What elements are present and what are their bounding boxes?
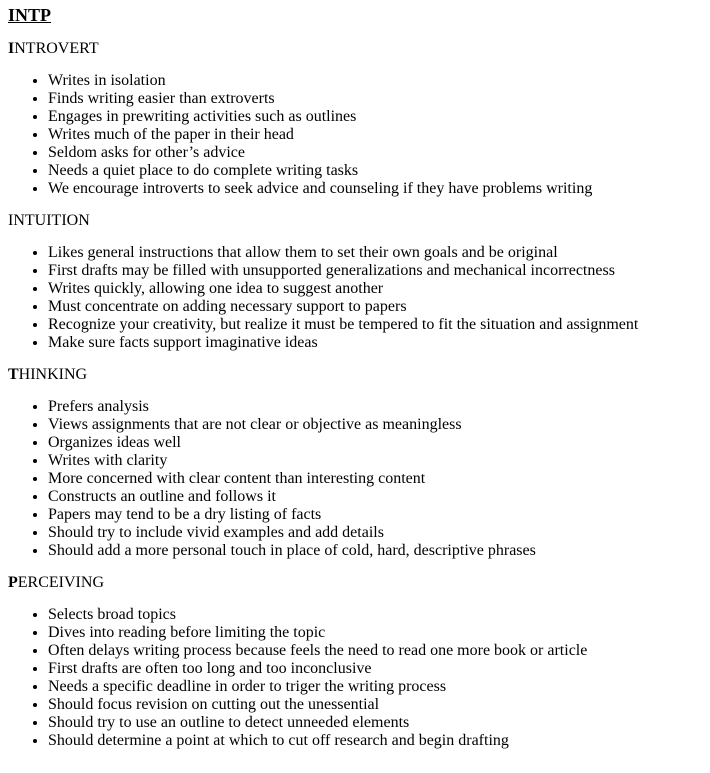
list-item: • First drafts are often too long and too inconclusive [48,660,710,678]
list-item: • Selects broad topics [48,606,710,624]
list-item: • Organizes ideas well [48,434,710,452]
list-item: • Prefers analysis [48,398,710,416]
list-item: • Needs a quiet place to do complete writing tasks [48,162,710,180]
section-heading-text: INTUITION [8,212,90,229]
list-item: • Should focus revision on cutting out the unessential [48,696,710,714]
sections-container [8,40,710,750]
list-item: • Needs a specific deadline in order to triger the writing process [48,678,710,696]
section-list [8,606,710,750]
list-item: • Writes much of the paper in their head [48,126,710,144]
list-item: • Should add a more personal touch in place of cold, hard, descriptive phrases [48,542,710,560]
list-item: • More concerned with clear content than interesting content [48,470,710,488]
list-item: • Writes in isolation [48,72,710,90]
list-item: • First drafts may be filled with unsupported generalizations and mechanical incorrectness [48,262,710,280]
section-list [8,398,710,560]
section-list [8,244,710,352]
section-list [8,72,710,198]
section-heading-initial: P [8,574,18,591]
list-item: • Engages in prewriting activities such as outlines [48,108,710,126]
section-heading-ntrovert [8,40,710,58]
list-item: • Likes general instructions that allow them to set their own goals and be original [48,244,710,262]
list-item: • We encourage introverts to seek advice and counseling if they have problems writing [48,180,710,198]
section-heading-hinking [8,366,710,384]
list-item: • Writes with clarity [48,452,710,470]
list-item: • Should try to use an outline to detect unneeded elements [48,714,710,732]
section-heading-intuition [8,212,710,230]
section-heading-text: HINKING [18,366,88,383]
list-item: • Constructs an outline and follows it [48,488,710,506]
list-item: • Seldom asks for other’s advice [48,144,710,162]
section-heading-text: ERCEIVING [17,574,104,591]
page-title: INTP [8,5,52,25]
list-item: • Often delays writing process because feels the need to read one more book or article [48,642,710,660]
list-item: • Recognize your creativity, but realize it must be tempered to fit the situation and assignment [48,316,710,334]
section-heading-erceiving [8,574,710,592]
list-item: • Should determine a point at which to cut off research and begin drafting [48,732,710,750]
list-item: • Views assignments that are not clear or objective as meaningless [48,416,710,434]
section-heading-initial: T [8,366,19,383]
list-item: • Finds writing easier than extroverts [48,90,710,108]
list-item: • Papers may tend to be a dry listing of facts [48,506,710,524]
list-item: • Make sure facts support imaginative ideas [48,334,710,352]
list-item: • Must concentrate on adding necessary support to papers [48,298,710,316]
list-item: • Dives into reading before limiting the topic [48,624,710,642]
section-heading-text: NTROVERT [14,40,99,57]
section-heading-initial: I [8,40,15,57]
list-item: • Should try to include vivid examples and add details [48,524,710,542]
list-item: • Writes quickly, allowing one idea to suggest another [48,280,710,298]
